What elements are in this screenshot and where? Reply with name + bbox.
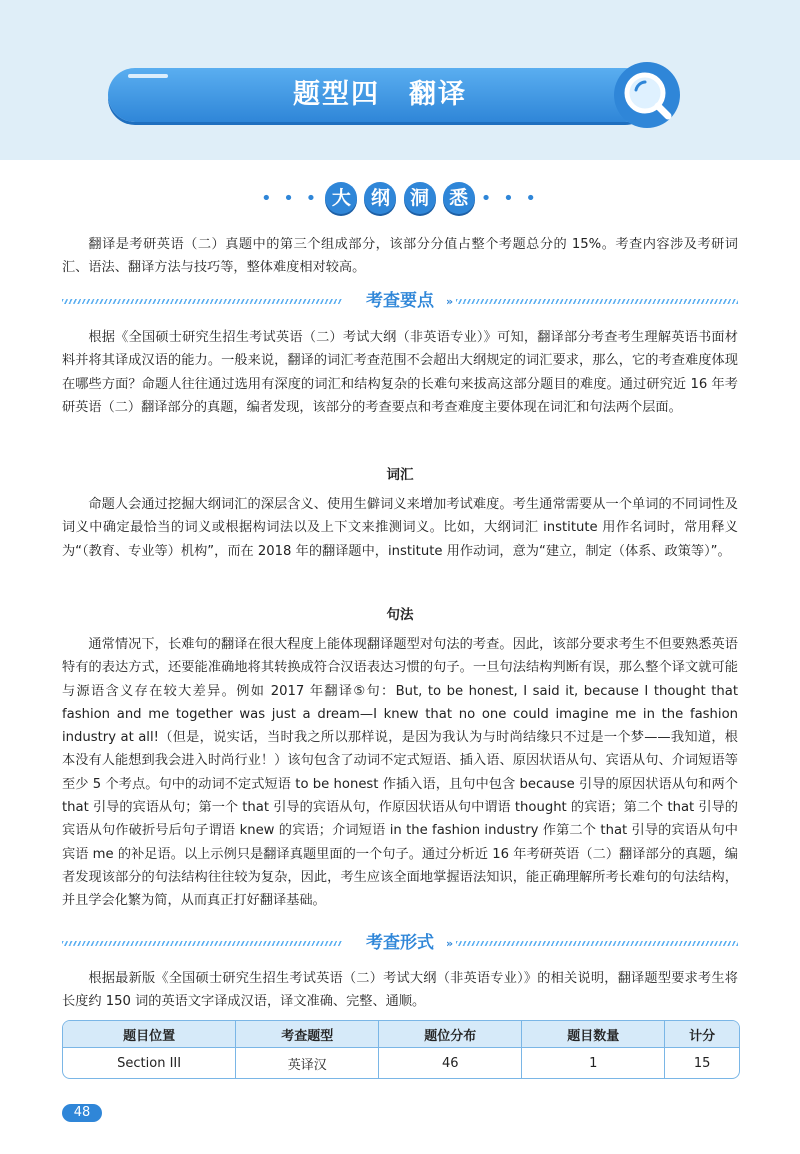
key-points-paragraph: 根据《全国硕士研究生招生考试英语（二）考试大纲（非英语专业）》可知，翻译部分考查考生理解英语书面材料并将其译成汉语的能力。一般来说，翻译的词汇考查范围不会超出大纲规定的词汇要求，那么，它的考查难度体现在哪些方面？命题人往往通过选用有深度的词汇和结构复杂的长难句来拔高这部分题目的难度。通过研究近 16 年考研英语（二）翻译部分的真题，编者发现，该部分的考查要点和考查难度主要体现在词汇和句法两个层面。: [62, 330, 738, 415]
banner-char: 洞: [404, 182, 436, 214]
section-banner-outline: [0, 182, 800, 218]
table-header-cell: 考查题型: [236, 1021, 379, 1048]
heading-label: 考查要点: [366, 291, 434, 311]
magnifier-icon: [612, 60, 682, 130]
intro-paragraph: 翻译是考研英语（二）真题中的第三个组成部分，该部分分值占整个考题总分的 15%。考查内容涉及考研词汇、语法、翻译方法与技巧等，整体难度相对较高。: [62, 237, 738, 276]
heading-label: 考查形式: [366, 933, 434, 953]
subheading-syntax: 句法: [386, 607, 414, 623]
table-header-cell: 题目数量: [522, 1021, 665, 1048]
table-row: [63, 1048, 739, 1079]
banner-char: 悉: [443, 182, 475, 214]
table-header-cell: 题位分布: [379, 1021, 522, 1048]
format-paragraph: 根据最新版《全国硕士研究生招生考试英语（二）考试大纲（非英语专业）》的相关说明，翻译题型要求考生将长度约 150 词的英语文字译成汉语，译文准确、完整、通顺。: [62, 971, 738, 1010]
banner-dots-right: • • •: [480, 187, 540, 209]
section-heading-key-points: [62, 288, 738, 314]
heading-rule-left: [62, 299, 342, 304]
title-banner: [108, 68, 652, 122]
table-header-row: [63, 1021, 739, 1048]
table-header-cell: 计分: [665, 1021, 739, 1048]
banner-dots-left: • • •: [260, 187, 320, 209]
section-heading-format: [62, 930, 738, 956]
chevron-right-icon: »: [446, 937, 454, 950]
banner-char: 大: [325, 182, 357, 214]
subheading-vocabulary: 词汇: [386, 467, 414, 483]
vocabulary-paragraph: 命题人会通过挖掘大纲词汇的深层含义、使用生僻词义来增加考试难度。考生通常需要从一个单词的不同词性及词义中确定最恰当的词义或根据构词法以及上下文来推测词义。比如，大纲词汇 institute 用作名词时，常用释义为“（教育、专业等）机构”，而在 2018 年的翻译题中，institute 用作动词，意为“建立，制定（体系、政策等）”。: [62, 497, 738, 559]
table-cell: 英译汉: [236, 1048, 379, 1079]
table-header-cell: 题目位置: [63, 1021, 236, 1048]
syntax-paragraph: 通常情况下，长难句的翻译在很大程度上能体现翻译题型对句法的考查。因此，该部分要求考生不但要熟悉英语特有的表达方式，还要能准确地将其转换成符合汉语表达习惯的句子。一旦句法结构判断有误，那么整个译文就可能与源语含义存在较大差异。例如 2017 年翻译⑤句：But, to be honest, I said it, because I thought that fashion and me together was just a dream—I knew that no one could imagine me in the fashion industry at all!（但是，说实话，当时我之所以那样说，是因为我认为与时尚结缘只不过是一个梦——我知道，根本没有人能想到我会进入时尚行业！）该句包含了动词不定式短语、插入语、原因状语从句、宾语从句、介词短语等至少 5 个考点。句中的动词不定式短语 to be honest 作插入语，且句中包含 because 引导的原因状语从句和两个 that 引导的宾语从句；第一个 that 引导的宾语从句，作原因状语从句中谓语 thought 的宾语；第二个 that 引导的宾语从句作破折号后句子谓语 knew 的宾语；介词短语 in the fashion industry 作第二个 that 引导的宾语从句中宾语 me 的补足语。以上示例只是翻译真题里面的一个句子。通过分析近 16 年考研英语（二）翻译部分的真题，编者发现该部分的句法结构往往较为复杂，因此，考生应该全面地掌握语法知识，能正确理解所考长难句的句法结构，并且学会化繁为简，从而真正打好翻译基础。: [62, 637, 738, 909]
heading-rule-left: [62, 941, 342, 946]
format-table: [62, 1020, 740, 1079]
table-cell: 46: [379, 1048, 522, 1079]
table-cell: Section III: [63, 1048, 236, 1079]
page-number: 48: [62, 1104, 102, 1122]
page-title: 题型四 翻译: [293, 79, 467, 110]
chevron-right-icon: »: [446, 295, 454, 308]
heading-rule-right: [456, 299, 738, 304]
table-cell: 1: [522, 1048, 665, 1079]
banner-char: 纲: [364, 182, 396, 214]
heading-rule-right: [456, 941, 738, 946]
table-cell: 15: [693, 1055, 711, 1071]
